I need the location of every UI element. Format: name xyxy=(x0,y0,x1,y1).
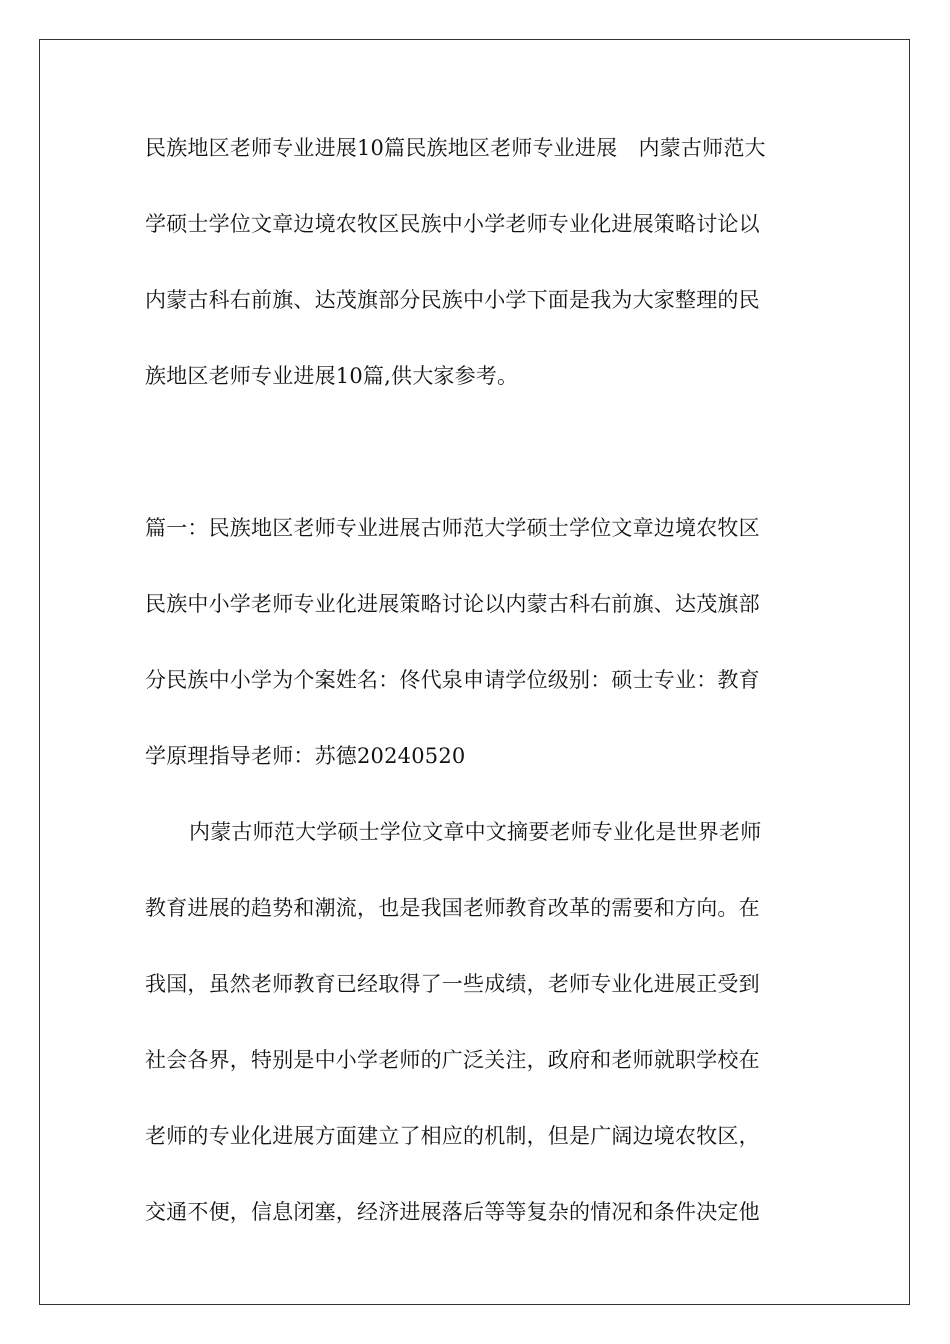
text-line: 民族地区老师专业进展10篇民族地区老师专业进展 内蒙古师范大 xyxy=(145,136,766,160)
text-line: 分民族中小学为个案姓名：佟代泉申请学位级别：硕士专业：教育 xyxy=(145,668,760,692)
text-line: 老师的专业化进展方面建立了相应的机制，但是广阔边境农牧区， xyxy=(145,1124,760,1148)
text-line: 学硕士学位文章边境农牧区民族中小学老师专业化进展策略讨论以 xyxy=(145,212,760,236)
text-line: 内蒙古科右前旗、达茂旗部分民族中小学下面是我为大家整理的民 xyxy=(145,288,760,312)
section-heading-paragraph xyxy=(145,510,805,774)
text-line: 社会各界，特别是中小学老师的广泛关注，政府和老师就职学校在 xyxy=(145,1048,760,1072)
text-line: 学原理指导老师：苏德20240520 xyxy=(145,744,466,768)
text-line: 内蒙古师范大学硕士学位文章中文摘要老师专业化是世界老师 xyxy=(189,820,762,844)
text-line: 民族中小学老师专业化进展策略讨论以内蒙古科右前旗、达茂旗部 xyxy=(145,592,760,616)
text-line: 篇一：民族地区老师专业进展古师范大学硕士学位文章边境农牧区 xyxy=(145,516,760,540)
text-line: 族地区老师专业进展10篇,供大家参考。 xyxy=(145,364,519,388)
intro-paragraph xyxy=(145,130,805,394)
text-line: 交通不便，信息闭塞，经济进展落后等等复杂的情况和条件决定他 xyxy=(145,1200,760,1224)
paragraph-gap xyxy=(145,434,805,510)
text-line: 教育进展的趋势和潮流，也是我国老师教育改革的需要和方向。在 xyxy=(145,896,760,920)
text-line: 我国，虽然老师教育已经取得了一些成绩，老师专业化进展正受到 xyxy=(145,972,760,996)
document-body xyxy=(145,130,805,1270)
abstract-paragraph xyxy=(145,814,805,1230)
